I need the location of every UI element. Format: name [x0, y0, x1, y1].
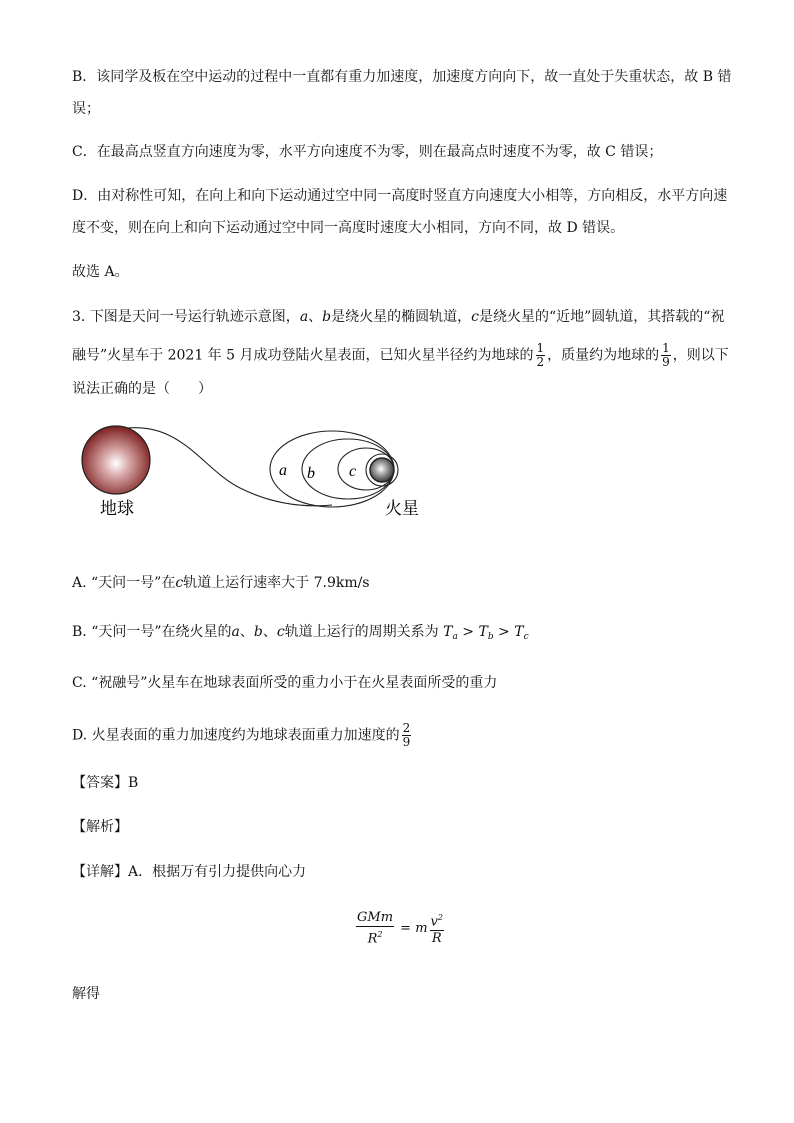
option-text: 轨道上运行速率大于 7.9km/s	[183, 575, 370, 591]
answer-line	[72, 773, 138, 793]
question-text: ，则以下	[672, 347, 729, 364]
var-a: a	[299, 309, 309, 325]
frac-den: 2	[536, 355, 545, 369]
frac-den: R	[431, 931, 442, 947]
answer-value: B	[128, 775, 139, 791]
frac-num: 1	[536, 341, 545, 355]
var-c: c	[175, 575, 184, 591]
separator: 、	[239, 624, 254, 640]
solution-b-line-2: 误；	[72, 101, 100, 117]
question-line-2	[72, 342, 729, 369]
fraction-half	[536, 342, 546, 369]
option-text: A. “天问一号”在	[72, 575, 176, 591]
gt-sign: >	[457, 624, 479, 640]
orbit-a-label: a	[279, 462, 287, 479]
separator: 、	[262, 624, 277, 640]
frac-num: 2	[402, 721, 411, 735]
frac-den	[356, 927, 394, 947]
orbit-diagram	[70, 418, 430, 528]
radius-symbol: R	[367, 931, 378, 947]
option-b	[72, 622, 529, 647]
solution-conclusion: 故选 A。	[72, 264, 129, 280]
frac-num: GMm	[357, 910, 394, 925]
frac-den: 9	[402, 735, 411, 749]
orbit-b-label: b	[307, 465, 315, 482]
option-a	[72, 573, 370, 593]
question-text: 融号”火星车于 2021 年 5 月成功登陆火星表面，已知火星半径约为地球的	[72, 347, 534, 364]
question-text: 下图是天问一号运行轨迹示意图，	[89, 309, 300, 325]
formula-left-fraction	[356, 910, 394, 947]
period-subscript: b	[487, 632, 494, 642]
separator: 、	[308, 309, 323, 325]
solution-c-line: C．在最高点竖直方向速度为零，水平方向速度不为零，则在最高点时速度不为零，故 C 错误；	[72, 144, 663, 160]
period-subscript: c	[523, 632, 529, 642]
fraction-two-ninths	[402, 722, 412, 749]
var-a: a	[231, 624, 240, 640]
period-ta	[443, 624, 458, 640]
var-c: c	[276, 624, 285, 640]
exponent: 2	[437, 913, 443, 922]
option-text: D. 火星表面的重力加速度约为地球表面重力加速度的	[72, 727, 400, 744]
formula-equals: = m	[396, 921, 428, 937]
question-number: 3.	[72, 309, 86, 325]
question-line-3: 说法正确的是（ ）	[72, 381, 212, 397]
mars-label: 火星	[385, 499, 419, 519]
period-symbol: T	[478, 624, 488, 640]
solution-b-line-1: B．该同学及板在空中运动的过程中一直都有重力加速度，加速度方向向下，故一直处于失重状态，故 B 错	[72, 69, 732, 85]
exponent: 2	[377, 930, 383, 939]
gt-sign: >	[493, 624, 515, 640]
fraction-ninth	[661, 342, 671, 369]
detail-text: A．根据万有引力提供向心力	[128, 864, 307, 880]
option-text: B. “天问一号”在绕火星的	[72, 624, 232, 640]
frac-num	[430, 910, 444, 931]
period-tc	[514, 624, 528, 640]
period-symbol: T	[514, 624, 524, 640]
mars-body	[370, 458, 394, 482]
orbit-c-label: c	[349, 463, 357, 480]
question-text: 是绕火星的椭圆轨道，	[331, 309, 472, 325]
formula-right-fraction	[430, 910, 444, 947]
var-c: c	[471, 309, 479, 325]
solution-d-line-2: 度不变，则在向上和向下运动通过空中同一高度时速度大小相同，方向不同，故 D 错误。	[72, 220, 625, 236]
analysis-label: 【解析】	[72, 819, 128, 835]
earth-planet	[82, 426, 150, 494]
option-text: 轨道上运行的周期关系为	[284, 624, 439, 640]
var-b: b	[253, 624, 263, 640]
velocity-symbol: v	[430, 914, 438, 930]
frac-den: 9	[662, 355, 670, 369]
question-text: ，质量约为地球的	[547, 347, 660, 364]
frac-num: 1	[662, 341, 670, 355]
period-tb	[479, 624, 494, 640]
period-subscript: a	[452, 632, 458, 642]
period-symbol: T	[443, 624, 453, 640]
option-c: C. “祝融号”火星车在地球表面所受的重力小于在火星表面所受的重力	[72, 675, 498, 691]
var-b: b	[322, 309, 332, 325]
detail-line	[72, 862, 306, 882]
solution-d-line-1: D．由对称性可知，在向上和向下运动通过空中同一高度时竖直方向速度大小相等，方向相反，水平方向速	[72, 188, 728, 204]
gravitation-formula	[354, 910, 446, 947]
answer-label: 【答案】	[72, 775, 128, 791]
detail-label: 【详解】	[72, 864, 128, 880]
solve-label: 解得	[72, 986, 100, 1002]
earth-label: 地球	[100, 499, 134, 519]
question-line-1	[72, 307, 724, 327]
option-d	[72, 722, 413, 749]
question-text: 是绕火星的“近地”圆轨道，其搭载的“祝	[478, 309, 725, 325]
